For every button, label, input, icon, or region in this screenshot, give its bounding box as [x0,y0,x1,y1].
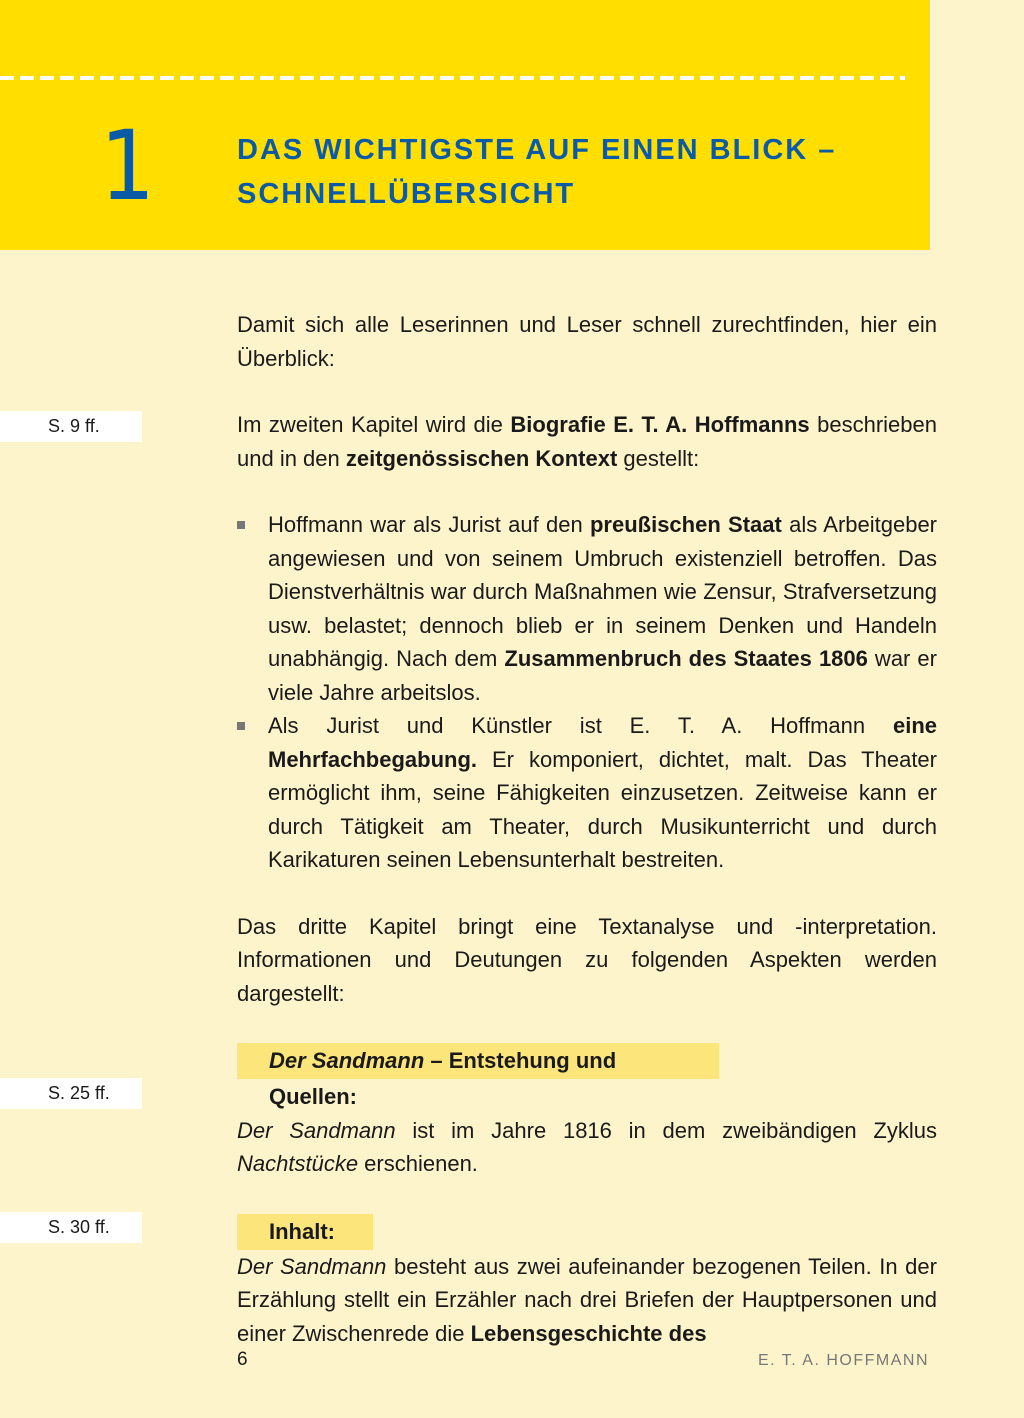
entstehung-paragraph [237,1114,937,1181]
text-run: Als Jurist und Künstler ist E. T. A. Hoffmann [268,713,893,738]
section-heading-inhalt: Inhalt: [237,1214,373,1250]
margin-page-reference: S. 30 ff. [0,1212,142,1243]
page-number: 6 [237,1349,248,1370]
biography-bullet-list [237,508,937,877]
square-bullet-icon [237,521,245,529]
intro-paragraph: Damit sich alle Leserinnen und Leser schnell zurechtfinden, hier ein Überblick: [237,312,937,371]
emphasis: Lebensgeschichte des [470,1320,707,1346]
chapter2-paragraph [237,408,937,475]
work-title: Nachtstücke [237,1151,359,1176]
text-run: gestellt: [617,445,700,471]
text-run: Hoffmann war als Jurist auf den [268,512,590,537]
text-run: beschrieben und in den [237,412,937,471]
text-run: ist im Jahre 1816 in dem zweibändigen Zyklus [395,1117,937,1143]
text-run: Er komponiert, dichtet, malt. Das Theater ermöglicht ihm, seine Fähigkeiten einzusetzen. Zeitweise kann er durch Tätigkeit am Theater, durch Musikunterricht und durch Karikaturen seinen Lebensunterhalt bestreiten. [268,746,937,872]
heading-text: – Entstehung und Quellen: [269,1048,617,1109]
text-run: Im zweiten Kapitel wird die [237,412,511,437]
chapter-title-line-2: SCHNELLÜBERSICHT [237,178,576,210]
inhalt-paragraph [237,1250,937,1351]
dashed-divider [0,76,905,80]
chapter-title [237,128,836,216]
work-title: Der Sandmann [237,1117,396,1143]
emphasis-context: zeitgenössischen Kontext [345,445,618,471]
section-heading-entstehung [237,1043,719,1109]
margin-page-reference: S. 25 ff. [0,1078,142,1109]
emphasis: eine Mehrfachbegabung. [268,713,937,772]
chapter-number: 1 [100,110,154,222]
text-run: war er viele Jahre arbeitslos. [268,646,937,705]
square-bullet-icon [237,722,245,730]
running-head-author: E. T. A. HOFFMANN [758,1352,929,1369]
text-run: erschienen. [358,1151,478,1176]
emphasis: Zusammenbruch des Staates 1806 [504,646,868,671]
margin-page-reference: S. 9 ff. [0,411,142,442]
main-content [237,308,937,1350]
text-run: besteht aus zwei aufeinander bezogenen Teilen. In der Erzählung stellt ein Erzähler nach drei Briefen der Hauptpersonen und einer Zwischenrede die [237,1253,937,1346]
chapter-title-line-1: DAS WICHTIGSTE AUF EINEN BLICK – [237,134,837,166]
work-title: Der Sandmann [237,1253,387,1279]
emphasis-biography: Biografie E. T. A. Hoffmanns [510,412,810,437]
work-title: Der Sandmann [269,1048,425,1073]
list-item [237,709,937,877]
list-item [237,508,937,709]
text-run: als Arbeitgeber angewiesen und von seinem Umbruch existenziell betroffen. Das Dienstverhältnis war durch Maßnahmen wie Zensur, Strafversetzung usw. belastet; dennoch blieb er in seinem Denken und Handeln unabhängig. Nach dem [268,512,938,671]
emphasis: preußischen Staat [589,512,782,537]
chapter-header-band [0,0,930,250]
chapter3-paragraph: Das dritte Kapitel bringt eine Textanalyse und -interpretation. Informationen und Deutungen zu folgenden Aspekten werden dargestellt: [237,913,937,1006]
